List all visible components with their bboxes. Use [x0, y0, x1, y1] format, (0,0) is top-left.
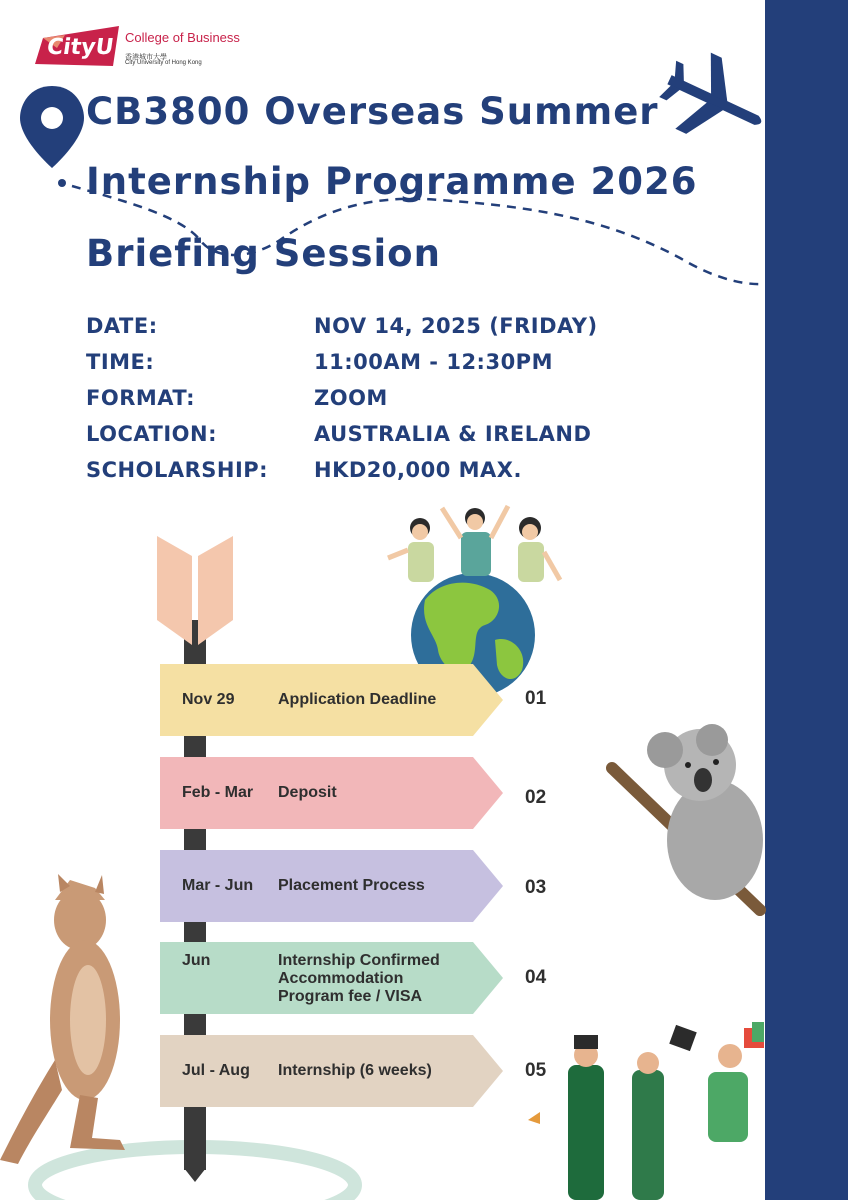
students-illustration	[388, 506, 560, 582]
time-value: 11:00AM - 12:30PM	[314, 350, 553, 374]
step-1-date: Nov 29	[182, 691, 235, 708]
timeline-step-4	[160, 942, 503, 1014]
kangaroo-illustration	[0, 874, 125, 1164]
airplane-icon	[650, 41, 779, 161]
title-line-1: CB3800 Overseas Summer	[86, 90, 659, 133]
step-1-event: Application Deadline	[278, 691, 437, 708]
location-value: AUSTRALIA & IRELAND	[314, 422, 592, 446]
logo-badge-text: CityU	[45, 35, 116, 60]
location-label: LOCATION:	[86, 422, 217, 446]
time-label: TIME:	[86, 350, 155, 374]
scholarship-label: SCHOLARSHIP:	[86, 458, 269, 482]
date-value: NOV 14, 2025 (FRIDAY)	[314, 314, 598, 338]
koala-illustration	[612, 724, 763, 910]
timeline-step-1	[160, 664, 503, 736]
step-4-event-line-3: Program fee / VISA	[278, 988, 423, 1005]
format-value: ZOOM	[314, 386, 388, 410]
scholarship-value: HKD20,000 MAX.	[314, 458, 522, 482]
location-pin-icon	[20, 86, 84, 168]
step-1-number: 01	[525, 688, 547, 709]
timeline-step-2	[160, 757, 503, 829]
date-label: DATE:	[86, 314, 158, 338]
step-4-date: Jun	[182, 952, 211, 969]
step-3-date: Mar - Jun	[182, 877, 254, 894]
logo-chinese-name: 香港城市大學	[125, 53, 167, 61]
step-5-date: Jul - Aug	[182, 1062, 250, 1079]
logo-english-name: City University of Hong Kong	[125, 60, 202, 66]
step-4-event-line-1: Internship Confirmed	[278, 952, 440, 969]
step-3-event: Placement Process	[278, 877, 425, 894]
format-label: FORMAT:	[86, 386, 195, 410]
title-line-3: Briefing Session	[86, 232, 441, 275]
step-2-number: 02	[525, 787, 547, 808]
timeline-step-5	[160, 1035, 503, 1107]
step-4-event-line-2: Accommodation	[278, 970, 404, 987]
step-2-date: Feb - Mar	[182, 784, 254, 801]
celebration-illustration	[528, 1022, 764, 1200]
logo-college-name: College of Business	[125, 30, 240, 45]
step-4-number: 04	[525, 967, 547, 988]
timeline-step-3	[160, 850, 503, 922]
step-5-event: Internship (6 weeks)	[278, 1062, 432, 1079]
title-line-2: Internship Programme 2026	[86, 160, 698, 203]
step-5-number: 05	[525, 1060, 547, 1081]
step-2-event: Deposit	[278, 784, 337, 801]
path-dot	[58, 179, 66, 187]
step-3-number: 03	[525, 877, 547, 898]
